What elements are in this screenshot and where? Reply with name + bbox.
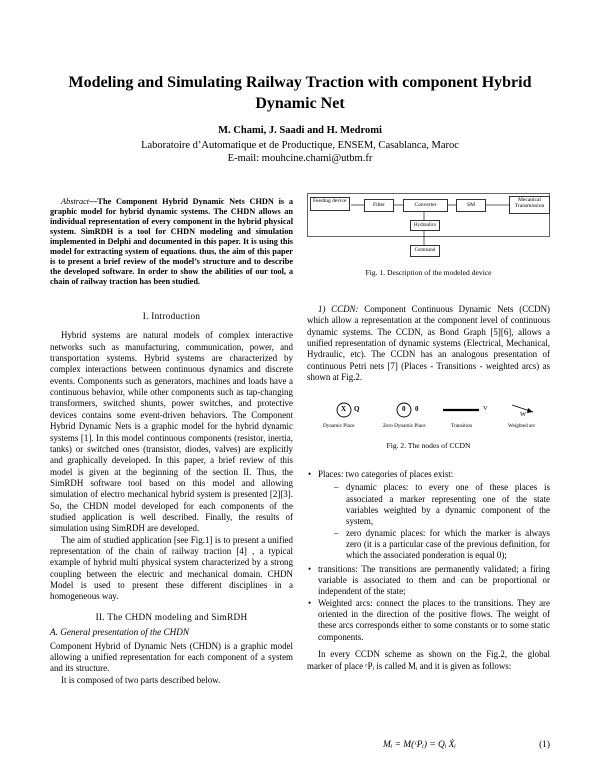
places-intro: Places: two categories of places exist: — [318, 469, 454, 479]
dynamic-place-label: Q — [354, 405, 360, 413]
left-column — [50, 197, 293, 686]
list-item-zero-places: – zero dynamic places: for which the marker is always zero (it is a particular case of the previous definition, for which the associated ponderation is equal 0); — [318, 528, 550, 562]
section-heading-chdn: II. The CHDN modeling and SimRDH — [95, 611, 248, 622]
equation-text: Mᵢ = M(ᶜPᵢ) = Qᵢ Ẋᵢ — [383, 740, 456, 750]
subsection-heading-general: A. General presentation of the CHDN — [50, 626, 189, 637]
intro-paragraph-2: The aim of studied application [see Fig.1] is to present a unified representation of the chain of railway traction [4] , a typical example of hybrid multi physical system characterized by a strong coupling between the electric and mechanical domain. CHDN Model is used to present these different disciplines in a homogeneous way. — [50, 534, 293, 602]
list-item-transitions: • transitions: The transitions are permanently validated; a firing variable is associated to them and can be proportional or independent of the state; — [307, 564, 550, 598]
intro-paragraph-1: Hybrid systems are natural models of complex interactive networks such as manufacturing, communication, power, and transportation systems. Hybrid systems are characterized by complex interactions between continuous dynamics and discrete events. Components such as generators, machines and loads have a continuous behavior, while other components such as tap-changing transformers, switched shunts, power switches, and protective devices contains some event-driven behaviors. The Component Hybrid Dynamic Nets is a graphic model for the hybrid dynamic systems [1]. In this model continuous components (resistor, inertia, tanks) or switched ones (transistor, diodes, valves) are explicitly and graphically developed. In this paper, a brief review of this model is given at the beginning of the section II. Thus, the SimRDH software tool based on this model and allowing simulation of electro mechanical hybrid system is presented [2][3]. So, the CHDN model developed for each components of the studied application is well described. Finally, the results of simulation using SimRDH are developed. — [50, 330, 293, 534]
ccdn-paragraph — [307, 304, 550, 383]
places-sublist — [318, 482, 550, 561]
abstract-text: The Component Hybrid Dynamic Nets CHDN is a graphic model for hybrid dynamic systems. The CHDN allows an individual representation of every component in the hybrid physical system. SimRDH is a tool for CHDN modeling and simulation implemented in Delphi and documented in this paper. It is using this model for extracting system of equations. thus, the aim of this paper is to present a brief review of the model’s structure and to describe the developed software. In order to show the abilities of our tool, a chain of railway traction has been studied. — [50, 197, 293, 287]
block-mechanical-transmission: Mecanical Transmission — [509, 196, 550, 214]
block-command: Command — [410, 245, 440, 257]
affiliation: Laboratoire d’Automatique et de Productique, ENSEM, Casablanca, Maroc — [141, 140, 459, 151]
abstract-label: Abstract — [61, 197, 90, 206]
ccdn-text: Component Continuous Dynamic Nets (CCDN) which allow a representation at the component level of continuous dynamic systems. The CCDN, as Bond Graph [5][6], allows a unified representation of dynamic systems (Electrical, Mechanical, Hydraulic, etc). The CCDN has an analogous presentation of continuous Petri nets [7] (Places - Transitions - weighted arcs) as shown at Fig.2. — [307, 304, 551, 383]
legend-zero-place: Zero Dynamic Place — [383, 423, 426, 429]
legend-weighted-arc: Weighted arc — [508, 423, 536, 429]
ccdn-label: 1) CCDN: — [318, 304, 359, 314]
transition-label: V — [483, 405, 488, 412]
dynamic-place-inner: X — [341, 405, 347, 413]
block-feeding-device: Feeding device — [310, 197, 350, 211]
authors: M. Chami, J. Saadi and H. Medromi — [218, 125, 382, 136]
right-column-upper — [307, 304, 550, 383]
block-filter: Filter — [364, 199, 394, 212]
arc-label: W — [520, 411, 527, 418]
abstract-dash: — — [89, 197, 98, 206]
abstract — [50, 197, 293, 287]
paper-title: Modeling and Simulating Railway Traction with component Hybrid Dynamic Net — [68, 74, 532, 112]
block-hydraulics: Hydraulics — [410, 220, 440, 231]
list-item-dynamic-places: – dynamic places: to every one of these places is associated a marker representing one of the state variables weighted by a dynamic component of the system, — [318, 482, 550, 527]
block-sm: SM — [456, 199, 486, 212]
figure-1-caption: Fig. 1. Description of the modeled device — [365, 268, 492, 277]
closing-paragraph: In every CCDN scheme as shown on the Fig.2, the global marker of place ᶜPᵢ is called Mᵢ and it is given as follows: — [307, 649, 550, 671]
block-converter: Converter — [403, 199, 448, 212]
figure-2-caption: Fig. 2. The nodes of CCDN — [386, 441, 471, 450]
legend-transition: Transition — [451, 423, 473, 429]
right-column-lower — [307, 469, 550, 672]
section-heading-introduction: I. Introduction — [142, 311, 201, 322]
list-item-weighted-arcs: • Weighted arcs: connect the places to the transitions. They are oriented in the direction of the positive flows. The weight of these arcs corresponds either to some constants or to some static components. — [307, 598, 550, 643]
list-item-places — [307, 469, 550, 562]
figure-2-diagram — [307, 398, 550, 438]
chdn-paragraph-2: It is composed of two parts described below. — [61, 674, 221, 685]
chdn-paragraph-1: Component Hybrid of Dynamic Nets (CHDN) is a graphic model allowing a unified representation for each component of a system and its structure. — [50, 640, 293, 674]
zero-place-label: 0 — [415, 405, 419, 413]
weighted-arc-arrowhead — [527, 408, 533, 413]
figure-2-nodes — [307, 398, 550, 438]
legend-dynamic-place: Dynamic Place — [323, 423, 355, 429]
email: E-mail: mouhcine.chami@utbm.fr — [227, 153, 373, 164]
node-types-list — [307, 469, 550, 643]
equation-number: (1) — [539, 740, 550, 750]
figure-1-diagram — [307, 193, 550, 263]
zero-place-inner: 0 — [402, 405, 406, 413]
